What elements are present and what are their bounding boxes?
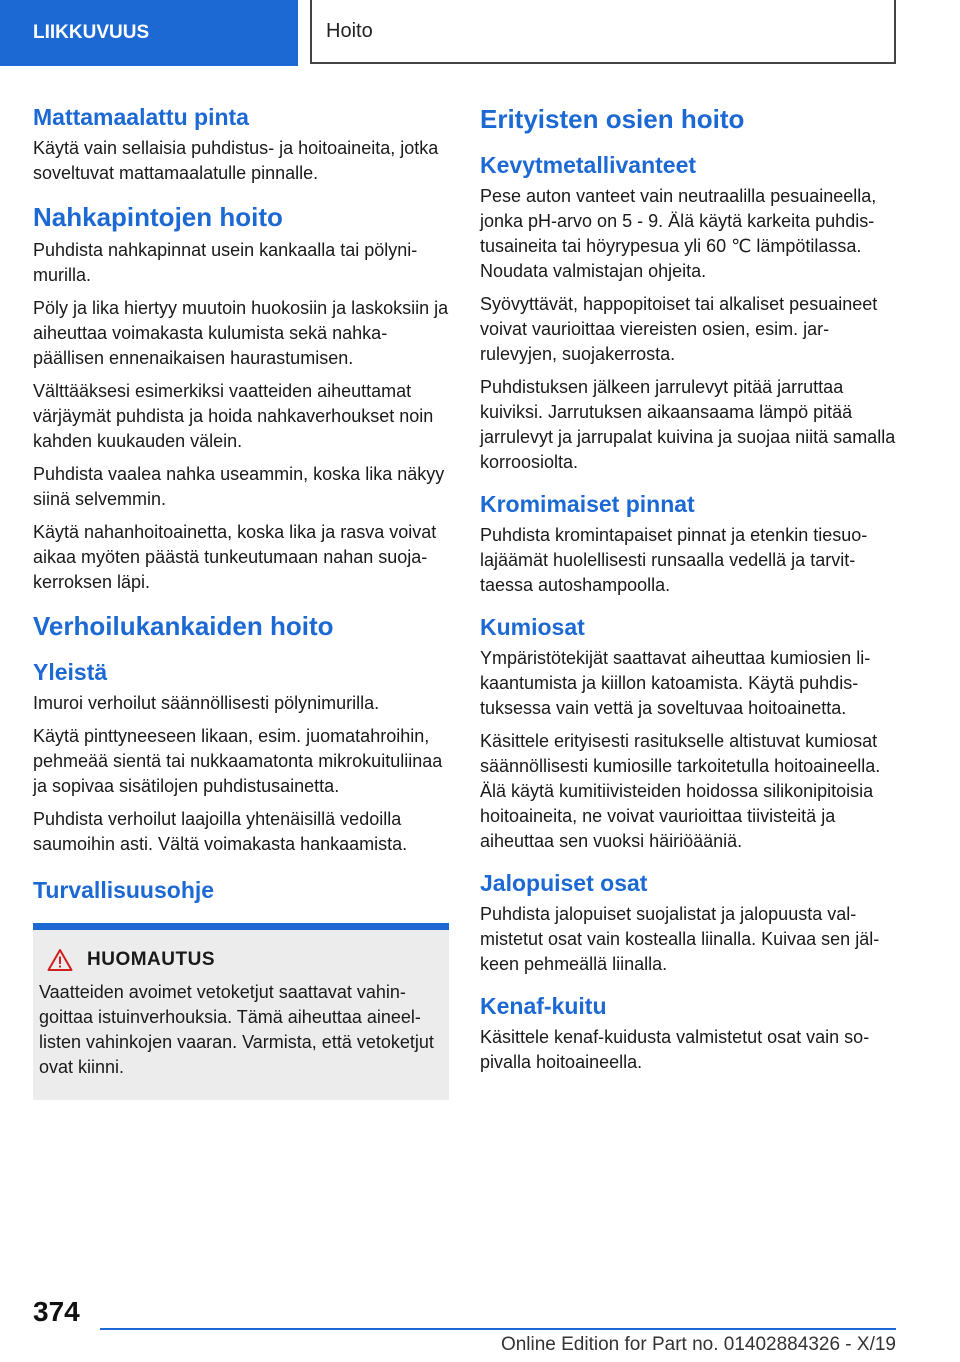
notice-text: Vaatteiden avoimet vetoketjut saattavat vahingoittaa istuinverhouksia. Tämä aiheuttaa aineellisten vahinkojen vaaran. Varmista, että vetoketjut ovat kiinni.	[39, 982, 434, 1077]
paragraph: Käytä pinttyneeseen likaan, esim. juomatahroihin, pehmeää sientä tai nukkaamatonta mikrokuituliinaa ja sopivaa sisätilojen puhdistusainetta.	[33, 726, 443, 796]
left-column	[33, 96, 449, 1100]
chapter-tab[interactable]: LIIKKUVUUS	[0, 0, 298, 66]
paragraph: Syövyttävät, happopitoiset tai alkaliset pesuaineet voivat vaurioittaa viereisten osien, esim. jarrulevyjen, suojakerrosta.	[480, 294, 878, 364]
edition-text: Online Edition for Part no. 01402884326 - X/19	[500, 1334, 896, 1355]
warning-triangle-icon	[47, 948, 73, 972]
page-number: 374	[33, 1296, 80, 1327]
paragraph: Käytä nahanhoitoainetta, koska lika ja rasva voivat aikaa myöten päästä tunkeutumaan nahan suojakerroksen läpi.	[33, 522, 437, 592]
heading-erityiset: Erityisten osien hoito	[480, 104, 745, 134]
paragraph: Välttääksesi esimerkiksi vaatteiden aiheuttamat värjäymät puhdista ja hoida nahkaverhoukset noin kahden kuukauden välein.	[33, 381, 434, 451]
paragraph: Puhdistuksen jälkeen jarrulevyt pitää jarruttaa kuiviksi. Jarrutuksen aikaansaama lämpö pitää jarrulevyt ja jarrupalat kuivina ja suojaa niitä samalla korroosiolta.	[480, 377, 896, 472]
paragraph: Pese auton vanteet vain neutraalilla pesuaineella, jonka pH-arvo on 5 - 9. Älä käytä karkeita puhdistusaineita tai höyrypesua yli 60 ℃ lämpötilassa. Noudata valmistajan ohjeita.	[480, 186, 877, 281]
paragraph: Puhdista kromintapaiset pinnat ja etenkin tiesuolajäämät huolellisesti runsaalla vedellä ja tarvittaessa autoshampoolla.	[480, 525, 868, 595]
notice-title	[39, 948, 441, 972]
right-column	[480, 96, 896, 1083]
section-tab[interactable]: Hoito	[310, 0, 896, 64]
notice-label: HUOMAUTUS	[87, 949, 215, 970]
notice-box	[33, 923, 449, 1100]
paragraph: Käytä vain sellaisia puhdistus- ja hoitoaineita, jotka soveltuvat mattamaalatulle pinnalle.	[33, 138, 439, 183]
heading-jalo: Jalopuiset osat	[480, 870, 648, 896]
paragraph: Puhdista jalopuiset suojalistat ja jalopuusta valmistetut osat vain kostealla liinalla. Kuivaa sen jälkeen pehmeällä liinalla.	[480, 904, 880, 974]
paragraph: Puhdista verhoilut laajoilla yhtenäisillä vedoilla saumoihin asti. Vältä voimakasta hankaamista.	[33, 809, 408, 854]
paragraph: Ympäristötekijät saattavat aiheuttaa kumiosien likaantumista ja kiillon katoamista. Käytä puhdistuksessa vain vettä ja soveltuvaa hoitoainetta.	[480, 648, 871, 718]
page-header	[0, 0, 960, 66]
footer-divider	[100, 1328, 896, 1330]
heading-yleista: Yleistä	[33, 659, 108, 685]
heading-verhoilu: Verhoilukankaiden hoito	[33, 611, 334, 641]
heading-kenaf: Kenaf-kuitu	[480, 993, 607, 1019]
heading-nahka: Nahkapintojen hoito	[33, 202, 283, 232]
paragraph: Imuroi verhoilut säännöllisesti pölynimurilla.	[33, 693, 380, 713]
heading-turva: Turvallisuusohje	[33, 877, 215, 903]
heading-matta: Mattamaalattu pinta	[33, 104, 249, 130]
heading-kevyt: Kevytmetallivanteet	[480, 152, 697, 178]
paragraph: Puhdista vaalea nahka useammin, koska lika näkyy siinä selvemmin.	[33, 464, 445, 509]
heading-kumi: Kumiosat	[480, 614, 585, 640]
paragraph: Pöly ja lika hiertyy muutoin huokosiin ja laskoksiin ja aiheuttaa voimakasta kulumista sekä nahkapäällisen ennenaikaisen haurastumisen.	[33, 298, 449, 368]
heading-kromi: Kromimaiset pinnat	[480, 491, 695, 517]
paragraph: Puhdista nahkapinnat usein kankaalla tai pölynimurilla.	[33, 240, 418, 285]
paragraph: Käsittele kenaf-kuidusta valmistetut osat vain sopivalla hoitoaineella.	[480, 1027, 870, 1072]
paragraph: Käsittele erityisesti rasitukselle altistuvat kumiosat säännöllisesti kumiosille tarkoitetulla hoitoaineella. Älä käytä kumitiivisteiden hoidossa silikonipitoisia hoitoaineita, ne voivat vaurioittaa tiivisteitä ja aiheuttaa sen vuoksi häiriöääniä.	[480, 731, 881, 851]
